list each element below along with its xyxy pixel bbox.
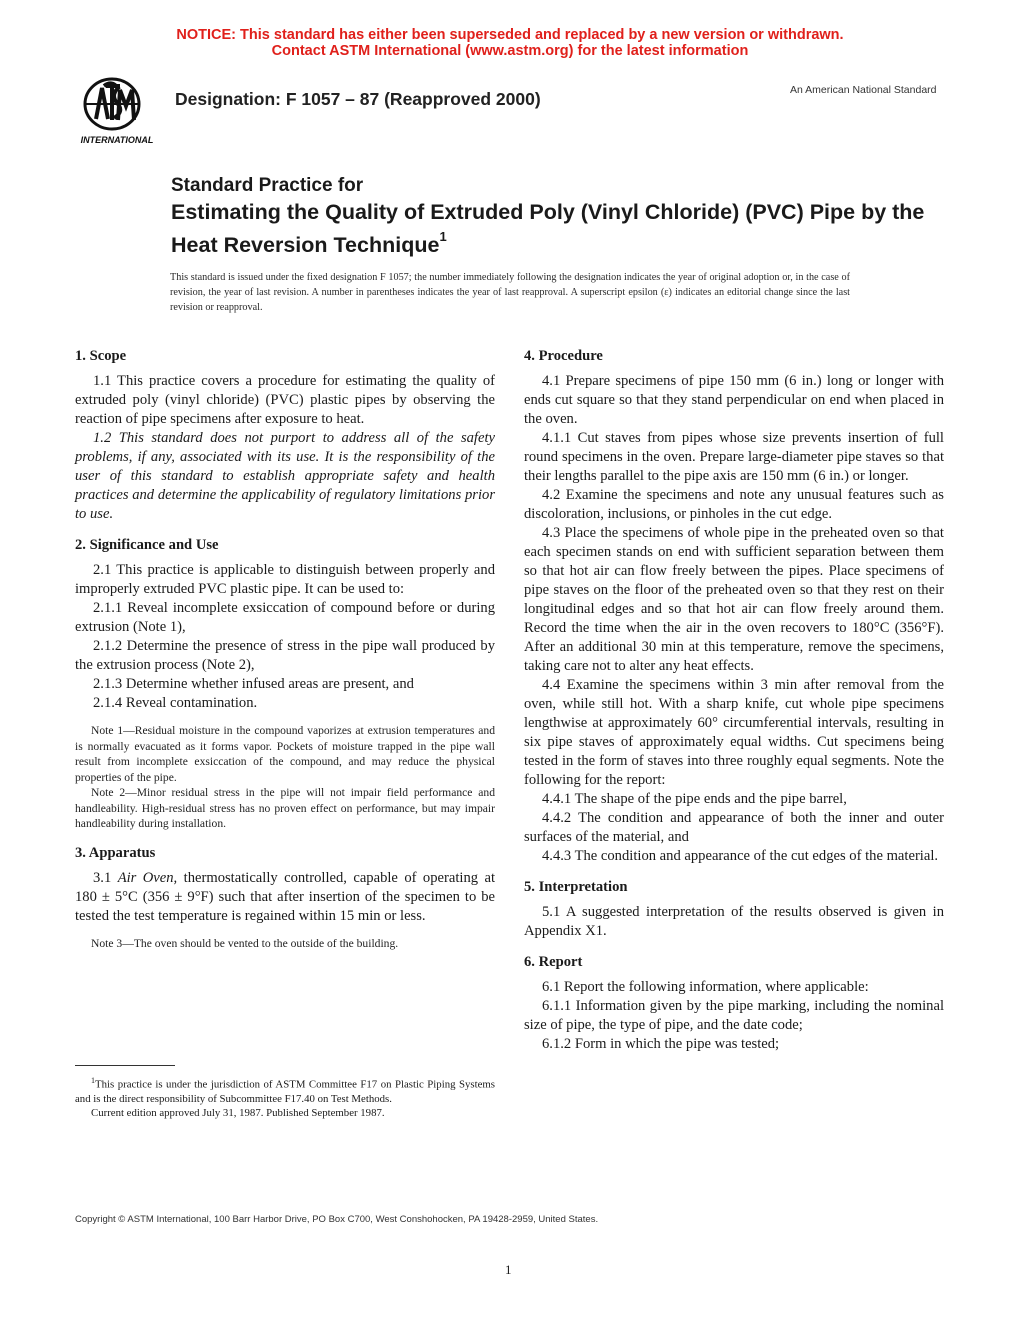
scope-heading: 1. Scope bbox=[75, 348, 127, 364]
paragraph: 2.1.3 Determine whether infused areas are present, and bbox=[93, 676, 414, 692]
paragraph: 4.4.3 The condition and appearance of the cut edges of the material. bbox=[542, 848, 939, 864]
title-footnote-mark[interactable]: 1 bbox=[439, 229, 447, 244]
paragraph: 2.1.1 Reveal incomplete exsiccation of compound before or during extrusion (Note 1), bbox=[75, 600, 495, 635]
paragraph: 4.4 Examine the specimens within 3 min after removal from the oven, while still hot. With a sharp knife, cut whole pipe specimens lengthwise at approximately 60° circumferential intervals, resulting in six pipe staves of approximately equal widths. Cut specimens being tested in the form of staves into three roughly equal segments. Note the following for the report: bbox=[524, 677, 944, 788]
paragraph: 5.1 A suggested interpretation of the results observed is given in Appendix X1. bbox=[524, 904, 944, 939]
paragraph: 6.1.2 Form in which the pipe was tested; bbox=[542, 1036, 780, 1052]
national-standard-label: An American National Standard bbox=[790, 84, 937, 96]
page-number: 1 bbox=[505, 1262, 512, 1277]
significance-heading: 2. Significance and Use bbox=[75, 537, 219, 553]
paragraph: 4.1 Prepare specimens of pipe 150 mm (6 in.) long or longer with ends cut square so that they stand perpendicular on end when placed in the oven. bbox=[524, 373, 944, 427]
footnotes bbox=[75, 1074, 495, 1120]
footnote-1: $^1$This practice is under the jurisdiction of ASTM Committee F17 on Plastic Piping Systems and is the direct responsibility of Subcommittee F17.40 on Test Methods. bbox=[75, 1076, 495, 1105]
interpretation-heading: 5. Interpretation bbox=[524, 879, 628, 895]
footnote-divider bbox=[75, 1065, 175, 1066]
left-column bbox=[75, 347, 495, 951]
procedure-heading: 4. Procedure bbox=[524, 348, 603, 364]
title-line-2 bbox=[171, 199, 931, 259]
paragraph: 2.1.4 Reveal contamination. bbox=[93, 695, 258, 711]
title-line-1: Standard Practice for bbox=[171, 175, 364, 196]
paragraph: 2.1.2 Determine the presence of stress in the pipe wall produced by the extrusion process (Note 2), bbox=[75, 638, 495, 673]
copyright: Copyright © ASTM International, 100 Barr Harbor Drive, PO Box C700, West Conshohocken, PA 19428-2959, United States. bbox=[75, 1214, 599, 1225]
paragraph: 4.1.1 Cut staves from pipes whose size prevents insertion of full round specimens in the oven. Prepare large-diameter pipe staves so that their lengths parallel to the pipe axis are 150 mm (6 in.) or longer. bbox=[524, 430, 944, 484]
paragraph: 4.4.1 The shape of the pipe ends and the pipe barrel, bbox=[542, 791, 847, 807]
preamble: This standard is issued under the fixed designation F 1057; the number immediately following the designation indicates the year of original adoption or, in the case of revision, the year of last revision. A number in parentheses indicates the year of last reapproval. A superscript epsilon (ε) indicates an editorial change since the last revision or reapproval. bbox=[170, 272, 850, 313]
paragraph: 2.1 This practice is applicable to distinguish between properly and improperly extruded PVC plastic pipe. It can be used to: bbox=[75, 562, 495, 597]
note-2: Note 2—Minor residual stress in the pipe will not impair field performance and handleability. High-residual stress has no proven effect on performance, but may impair handleability during installation. bbox=[75, 786, 495, 830]
paragraph: 3.1 Air Oven, thermostatically controlled, capable of operating at 180 ± 5°C (356 ± 9°F) such that after insertion of the specimen to be tested the test temperature is regained within 15 min or less. bbox=[75, 869, 495, 924]
paragraph: 6.1.1 Information given by the pipe marking, including the nominal size of pipe, the type of pipe, and the date code; bbox=[524, 998, 944, 1033]
paragraph: 6.1 Report the following information, where applicable: bbox=[542, 979, 869, 995]
safety-paragraph: 1.2 This standard does not purport to address all of the safety problems, if any, associated with its use. It is the responsibility of the user of this standard to establish appropriate safety and health practices and determine the applicability of regulatory limitations prior to use. bbox=[75, 430, 495, 522]
title-main: Estimating the Quality of Extruded Poly (Vinyl Chloride) (PVC) Pipe by the Heat Reversion Technique bbox=[171, 200, 925, 258]
notice-line-2: Contact ASTM International (www.astm.org) for the latest information bbox=[271, 43, 749, 59]
apparatus-heading: 3. Apparatus bbox=[75, 844, 156, 861]
paragraph: 4.4.2 The condition and appearance of both the inner and outer surfaces of the material, and bbox=[524, 810, 944, 845]
astm-logo-icon bbox=[66, 74, 162, 150]
report-heading: 6. Report bbox=[524, 954, 583, 970]
notice-line-1: NOTICE: This standard has either been superseded and replaced by a new version or withdrawn. bbox=[176, 27, 844, 43]
paragraph: 1.1 This practice covers a procedure for estimating the quality of extruded poly (vinyl chloride) (PVC) plastic pipes by observing the reaction of pipe specimens after exposure to heat. bbox=[75, 373, 495, 427]
right-column bbox=[524, 347, 944, 1054]
astm-logo bbox=[66, 74, 162, 150]
paragraph: 4.3 Place the specimens of whole pipe in the preheated oven so that each specimen stands on end with sufficient separation between them so that hot air can flow freely between the pipes. Place specimens of pipe staves on the floor of the preheated oven so that they rest on their longitudinal edges and so that hot air can flow freely around them. Record the time when the air in the oven recovers to 180°C (356°F). After an additional 30 min at this temperature, remove the specimens, taking care not to alter any heat effects. bbox=[524, 525, 944, 674]
note-1: Note 1—Residual moisture in the compound vaporizes at extrusion temperatures and is normally evacuated as it forms vapor. Pockets of moisture trapped in the pipe wall result from incomplete exsiccation of the compound, and may reduce the physical properties of the pipe. bbox=[75, 724, 495, 784]
logo-text: INTERNATIONAL bbox=[80, 135, 154, 145]
footnote-2: Current edition approved July 31, 1987. Published September 1987. bbox=[91, 1106, 385, 1119]
designation: Designation: F 1057 – 87 (Reapproved 2000) bbox=[175, 89, 541, 109]
note-3: Note 3—The oven should be vented to the outside of the building. bbox=[91, 936, 399, 950]
paragraph: 4.2 Examine the specimens and note any unusual features such as discoloration, inclusions, or pinholes in the cut edge. bbox=[524, 487, 944, 522]
